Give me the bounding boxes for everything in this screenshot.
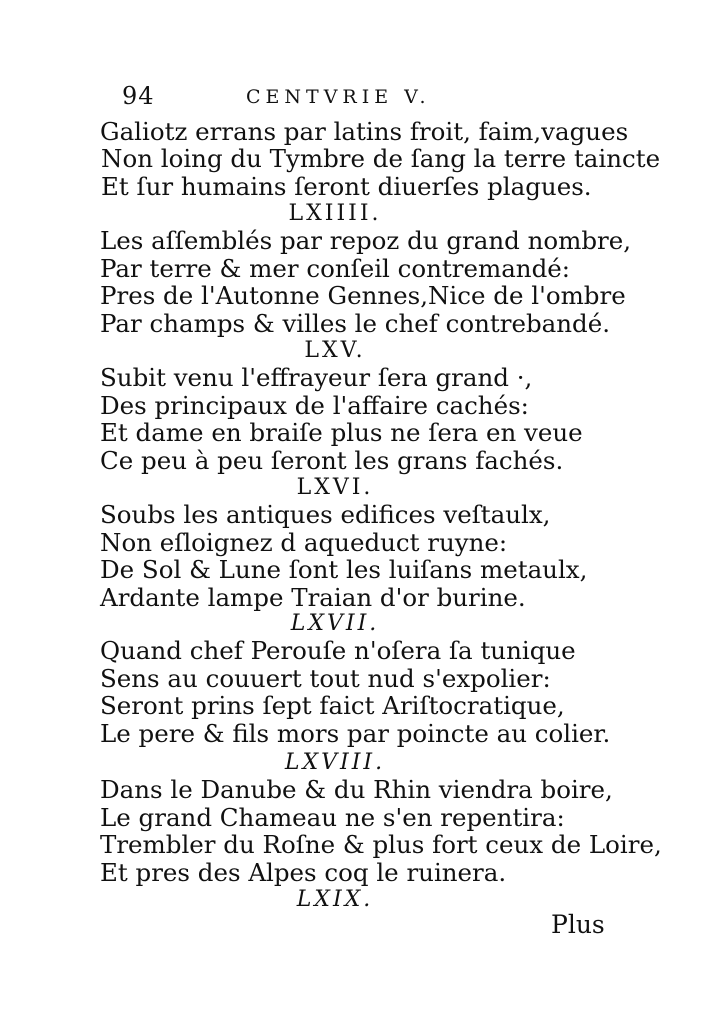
- verse-line: Par terre & mer conſeil contremandé:: [100, 253, 571, 283]
- verse-line: Subit venu l'effrayeur ſera grand ·,: [100, 363, 533, 393]
- quatrain-number: LXIX.: [296, 887, 374, 912]
- quatrain-lxix: [100, 886, 620, 913]
- quatrain-number: LXVI.: [296, 475, 374, 500]
- quatrain-continuation: [100, 117, 661, 201]
- page-header: [122, 82, 462, 112]
- quatrain-lxviii: [100, 749, 662, 887]
- verse-line: Pres de l'Autonne Gennes,Nice de l'ombre: [100, 281, 626, 311]
- quatrain-lxiiii: [100, 200, 632, 338]
- quatrain-number: LXIIII.: [288, 201, 382, 226]
- quatrain-lxvi: [100, 474, 620, 611]
- verse-line: Sens au couuert tout nud s'expolier:: [100, 663, 551, 693]
- page-number: 94: [122, 82, 155, 110]
- quatrain-number: LXVII.: [290, 611, 380, 636]
- verse-line: Le grand Chameau ne s'en repentira:: [100, 802, 565, 832]
- quatrain-lxvii: [100, 610, 620, 747]
- verse-line: Galiotz errans par latins froit, faim,vagues: [100, 117, 629, 146]
- verse-line: Des principaux de l'affaire cachés:: [100, 390, 529, 420]
- verse-line: De Sol & Lune ſont les luiſans metaulx,: [100, 555, 588, 585]
- verse-line: Le pere & fils mors par poincte au colier.: [100, 718, 611, 748]
- verse-line: Non loing du Tymbre de ſang la terre taincte: [101, 144, 661, 174]
- verse-line: Les aſſemblés par repoz du grand nombre,: [100, 226, 632, 256]
- verse-line: Ardante lampe Traian d'or burine.: [100, 582, 526, 612]
- verse-line: Et dame en braiſe plus ne ſera en veue: [100, 418, 583, 448]
- verse-line: Non eſloignez d aqueduct ruyne:: [100, 527, 508, 557]
- verse-line: Ce peu à peu ſeront les grans fachés.: [100, 445, 564, 475]
- verse-line: Par champs & villes le chef contrebandé.: [100, 308, 611, 338]
- quatrain-number: LXV.: [304, 338, 366, 363]
- verse-line: Quand chef Perouſe n'oſera ſa tunique: [100, 636, 576, 666]
- quatrain-number: LXVIII.: [284, 750, 386, 775]
- running-head: CENTVRIE V.: [246, 86, 431, 108]
- verse-line: Dans le Danube & du Rhin viendra boire,: [100, 775, 613, 805]
- catchword: Plus: [551, 910, 605, 939]
- verse-line: Seront prins ſept faict Ariſtocratique,: [100, 691, 565, 721]
- quatrain-lxv: [100, 337, 620, 474]
- verse-line: Et pres des Alpes coq le ruinera.: [100, 857, 507, 887]
- verse-line: Soubs les antiques edifices veſtaulx,: [100, 500, 551, 530]
- verse-line: Trembler du Roſne & plus fort ceux de Loire,: [100, 830, 662, 860]
- verse-line: Et ſur humains ſeront diuerſes plagues.: [101, 171, 592, 201]
